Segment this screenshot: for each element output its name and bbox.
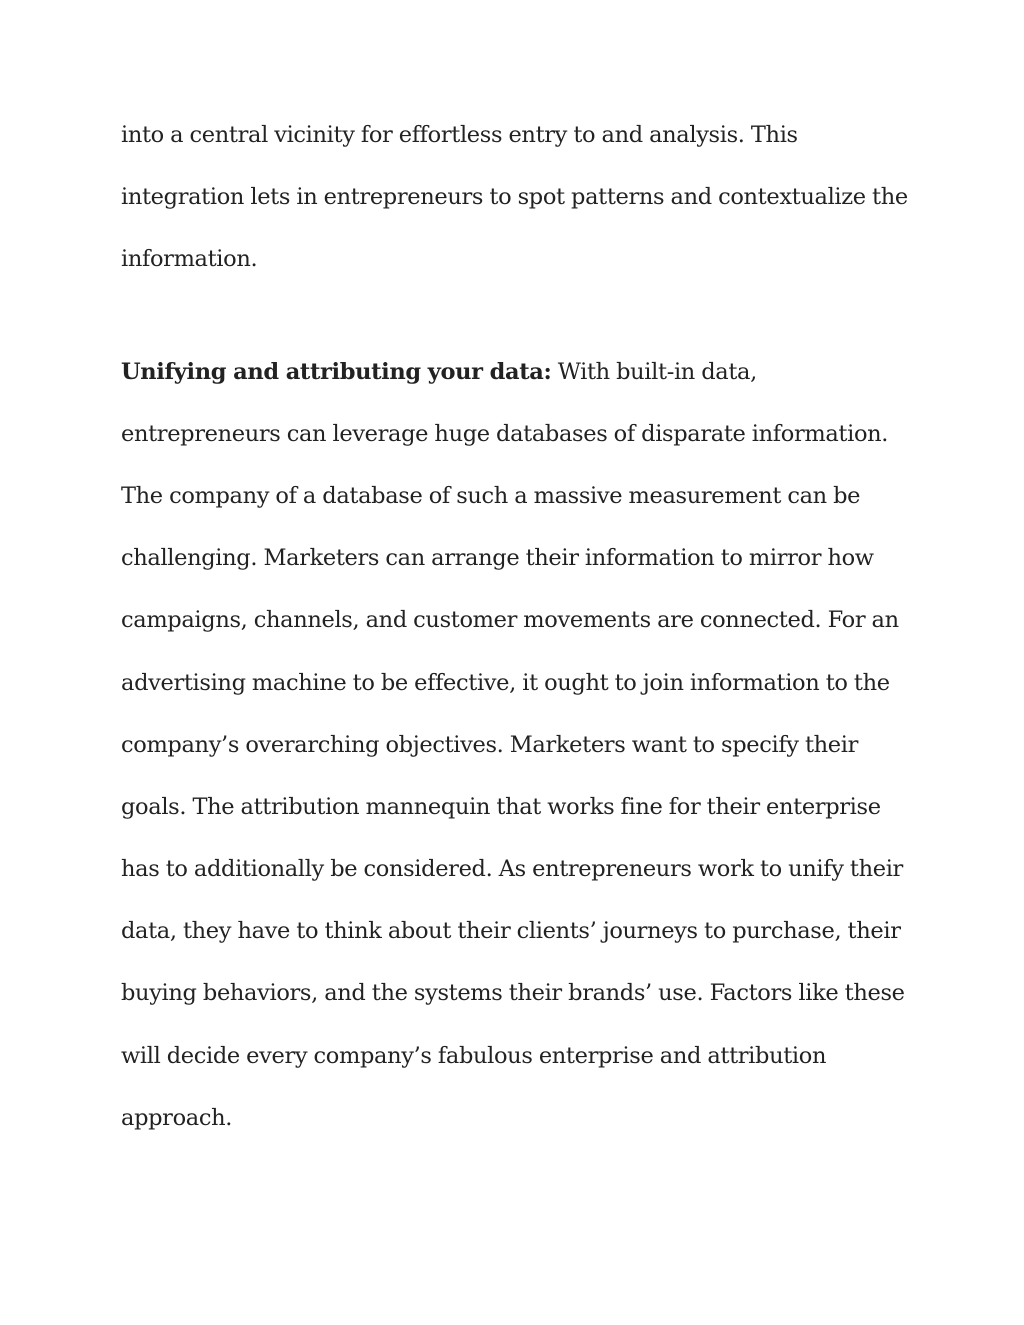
text-line: The company of a database of such a massive measurement can be [121, 482, 861, 509]
paragraph-heading: Unifying and attributing your data: [121, 358, 552, 385]
text-line: company’s overarching objectives. Marketers want to specify their [121, 731, 859, 758]
paragraph-spacer [121, 291, 921, 341]
text-line: goals. The attribution mannequin that works fine for their enterprise [121, 793, 881, 820]
text-line: entrepreneurs can leverage huge databases of disparate information. [121, 420, 889, 447]
text-line: approach. [121, 1104, 233, 1131]
text-line: buying behaviors, and the systems their brands’ use. Factors like these [121, 980, 905, 1007]
text-line-with-heading [121, 341, 921, 403]
text-line: campaigns, channels, and customer movements are connected. For an [121, 607, 899, 634]
text-line: advertising machine to be effective, it ought to join information to the [121, 669, 890, 696]
text-line: integration lets in entrepreneurs to spot patterns and contextualize the [121, 184, 908, 211]
text-line: has to additionally be considered. As entrepreneurs work to unify their [121, 856, 903, 883]
document-page [121, 104, 921, 1149]
text-line: challenging. Marketers can arrange their information to mirror how [121, 545, 874, 572]
text-line: into a central vicinity for effortless entry to and analysis. This [121, 122, 798, 148]
text-line: information. [121, 246, 258, 273]
text-line: will decide every company’s fabulous enterprise and attribution [121, 1042, 827, 1069]
paragraph-unifying-data [121, 341, 921, 1149]
text-line: data, they have to think about their clients’ journeys to purchase, their [121, 918, 901, 945]
paragraph-intro-continuation [121, 104, 921, 291]
heading-line-rest: With built-in data, [551, 358, 757, 385]
